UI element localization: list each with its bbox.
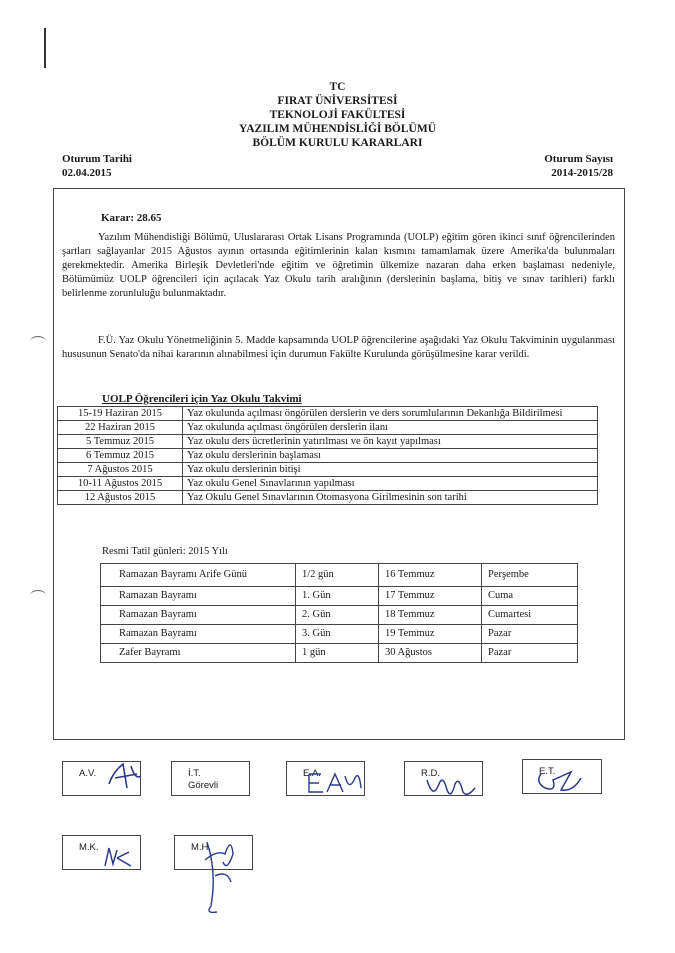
table-row [101, 644, 578, 663]
calendar-event: Yaz okulunda açılması öngörülen derslerin ilanı [183, 421, 598, 435]
margin-mark [44, 28, 46, 68]
heading-line-faculty: TEKNOLOJİ FAKÜLTESİ [269, 109, 406, 121]
holidays-title: Resmi Tatil günleri: 2015 Yılı [102, 546, 228, 557]
punch-hole-mark [30, 590, 46, 601]
signature-label-it: İ.T. [188, 768, 201, 779]
holiday-weekday: Pazar [482, 625, 578, 644]
official-holidays-table [100, 563, 578, 663]
holiday-name: Ramazan Bayramı [101, 606, 296, 625]
punch-hole-mark [30, 336, 46, 347]
table-row [58, 421, 598, 435]
holiday-name: Ramazan Bayramı Arife Günü [101, 564, 296, 587]
calendar-date: 6 Temmuz 2015 [58, 449, 183, 463]
holiday-duration: 2. Gün [296, 606, 379, 625]
calendar-date: 5 Temmuz 2015 [58, 435, 183, 449]
table-row [58, 477, 598, 491]
table-row [58, 463, 598, 477]
session-date [62, 152, 132, 180]
holiday-name: Ramazan Bayramı [101, 625, 296, 644]
decision-number: Karar: 28.65 [101, 212, 162, 224]
holiday-duration: 3. Gün [296, 625, 379, 644]
calendar-event: Yaz okulu Genel Sınavlarının yapılması [183, 477, 598, 491]
holiday-duration: 1. Gün [296, 587, 379, 606]
summer-school-calendar-table [57, 406, 598, 505]
holiday-date: 16 Temmuz [379, 564, 482, 587]
heading-line-tc: TC [329, 81, 346, 93]
table-row [101, 587, 578, 606]
calendar-date: 15-19 Haziran 2015 [58, 407, 183, 421]
signature-label-mh: M.H. [191, 842, 212, 853]
decision-paragraph-1: Yazılım Mühendisliği Bölümü, Uluslararası Ortak Lisans Programında (UOLP) eğitim gören ikinci sınıf öğrencilerinden şartları sağlayanlar 2015 Ağustos ayının ortasında eğitimlerinin kalan kısmını tamamlamak üzere Amerika'da bulunmaları gerekmektedir. Amerika Birleşik Devletleri'nde eğitim ve öğretimin ülkemize nazaran daha erken başlaması nedeniyle, Bölümümüz UOLP öğrencileri için açılacak Yaz Okulu tarih aralığının (derslerinin başlama, bitiş ve sınav tarihleri) farklı belirlenme zorunluluğu bulunmaktadır. [62, 232, 615, 299]
table-row [58, 491, 598, 505]
session-number-label: Oturum Sayısı [544, 153, 613, 165]
signature-scribble [101, 754, 151, 794]
calendar-date: 22 Haziran 2015 [58, 421, 183, 435]
heading-line-board: BÖLÜM KURULU KARARLARI [252, 137, 423, 149]
signature-label-rd: R.D. [421, 768, 440, 779]
signature-box-mk [62, 835, 141, 870]
table-row [58, 435, 598, 449]
signature-box-mh [174, 835, 253, 870]
holiday-weekday: Pazar [482, 644, 578, 663]
session-number [544, 152, 613, 180]
heading-line-university: FIRAT ÜNİVERSİTESİ [277, 95, 398, 107]
signature-box-av [62, 761, 141, 796]
holiday-date: 30 Ağustos [379, 644, 482, 663]
document-heading [0, 80, 675, 150]
table-row [58, 449, 598, 463]
calendar-date: 10-11 Ağustos 2015 [58, 477, 183, 491]
signature-label-et: E.T. [539, 766, 556, 777]
holiday-duration: 1 gün [296, 644, 379, 663]
calendar-date: 12 Ağustos 2015 [58, 491, 183, 505]
signature-label-ea: E.A. [303, 768, 321, 779]
calendar-event: Yaz okulu ders ücretlerinin yatırılması ve ön kayıt yapılması [183, 435, 598, 449]
calendar-event: Yaz okulunda açılması öngörülen derslerin ve ders sorumlularının Dekanlığa Bildirilmesi [183, 407, 598, 421]
session-number-value: 2014-2015/28 [551, 167, 613, 179]
holiday-duration: 1/2 gün [296, 564, 379, 587]
table-row [101, 564, 578, 587]
signature-label-mk: M.K. [79, 842, 99, 853]
session-date-value: 02.04.2015 [62, 167, 112, 179]
holiday-date: 19 Temmuz [379, 625, 482, 644]
signature-box-rd [404, 761, 483, 796]
decision-paragraph-2: F.Ü. Yaz Okulu Yönetmeliğinin 5. Madde kapsamında UOLP öğrencilerine aşağıdaki Yaz Okulu Takviminin uygulanması hususunun Senato'da nihai kararının alınabilmesi için durumun Fakülte Kurulunda görüşülmesine karar verildi. [62, 335, 615, 360]
holiday-date: 18 Temmuz [379, 606, 482, 625]
signature-scribble [101, 842, 137, 872]
calendar-event: Yaz okulu derslerinin bitişi [183, 463, 598, 477]
holiday-name: Zafer Bayramı [101, 644, 296, 663]
holiday-weekday: Cuma [482, 587, 578, 606]
signature-box-et [522, 759, 602, 794]
signature-label-av: A.V. [79, 768, 97, 779]
heading-line-department: YAZILIM MÜHENDİSLİĞİ BÖLÜMÜ [238, 123, 437, 135]
signature-box-ea [286, 761, 365, 796]
holiday-date: 17 Temmuz [379, 587, 482, 606]
table-row [101, 606, 578, 625]
holiday-weekday: Cumartesi [482, 606, 578, 625]
calendar-title: UOLP Öğrencileri için Yaz Okulu Takvimi [102, 393, 302, 405]
calendar-event: Yaz Okulu Genel Sınavlarının Otomasyona Girilmesinin son tarihi [183, 491, 598, 505]
holiday-weekday: Perşembe [482, 564, 578, 587]
signature-box-it [171, 761, 250, 796]
holiday-name: Ramazan Bayramı [101, 587, 296, 606]
signature-role-it: Görevli [188, 780, 219, 791]
table-row [58, 407, 598, 421]
session-date-label: Oturum Tarihi [62, 153, 132, 165]
calendar-event: Yaz okulu derslerinin başlaması [183, 449, 598, 463]
calendar-date: 7 Ağustos 2015 [58, 463, 183, 477]
table-row [101, 625, 578, 644]
